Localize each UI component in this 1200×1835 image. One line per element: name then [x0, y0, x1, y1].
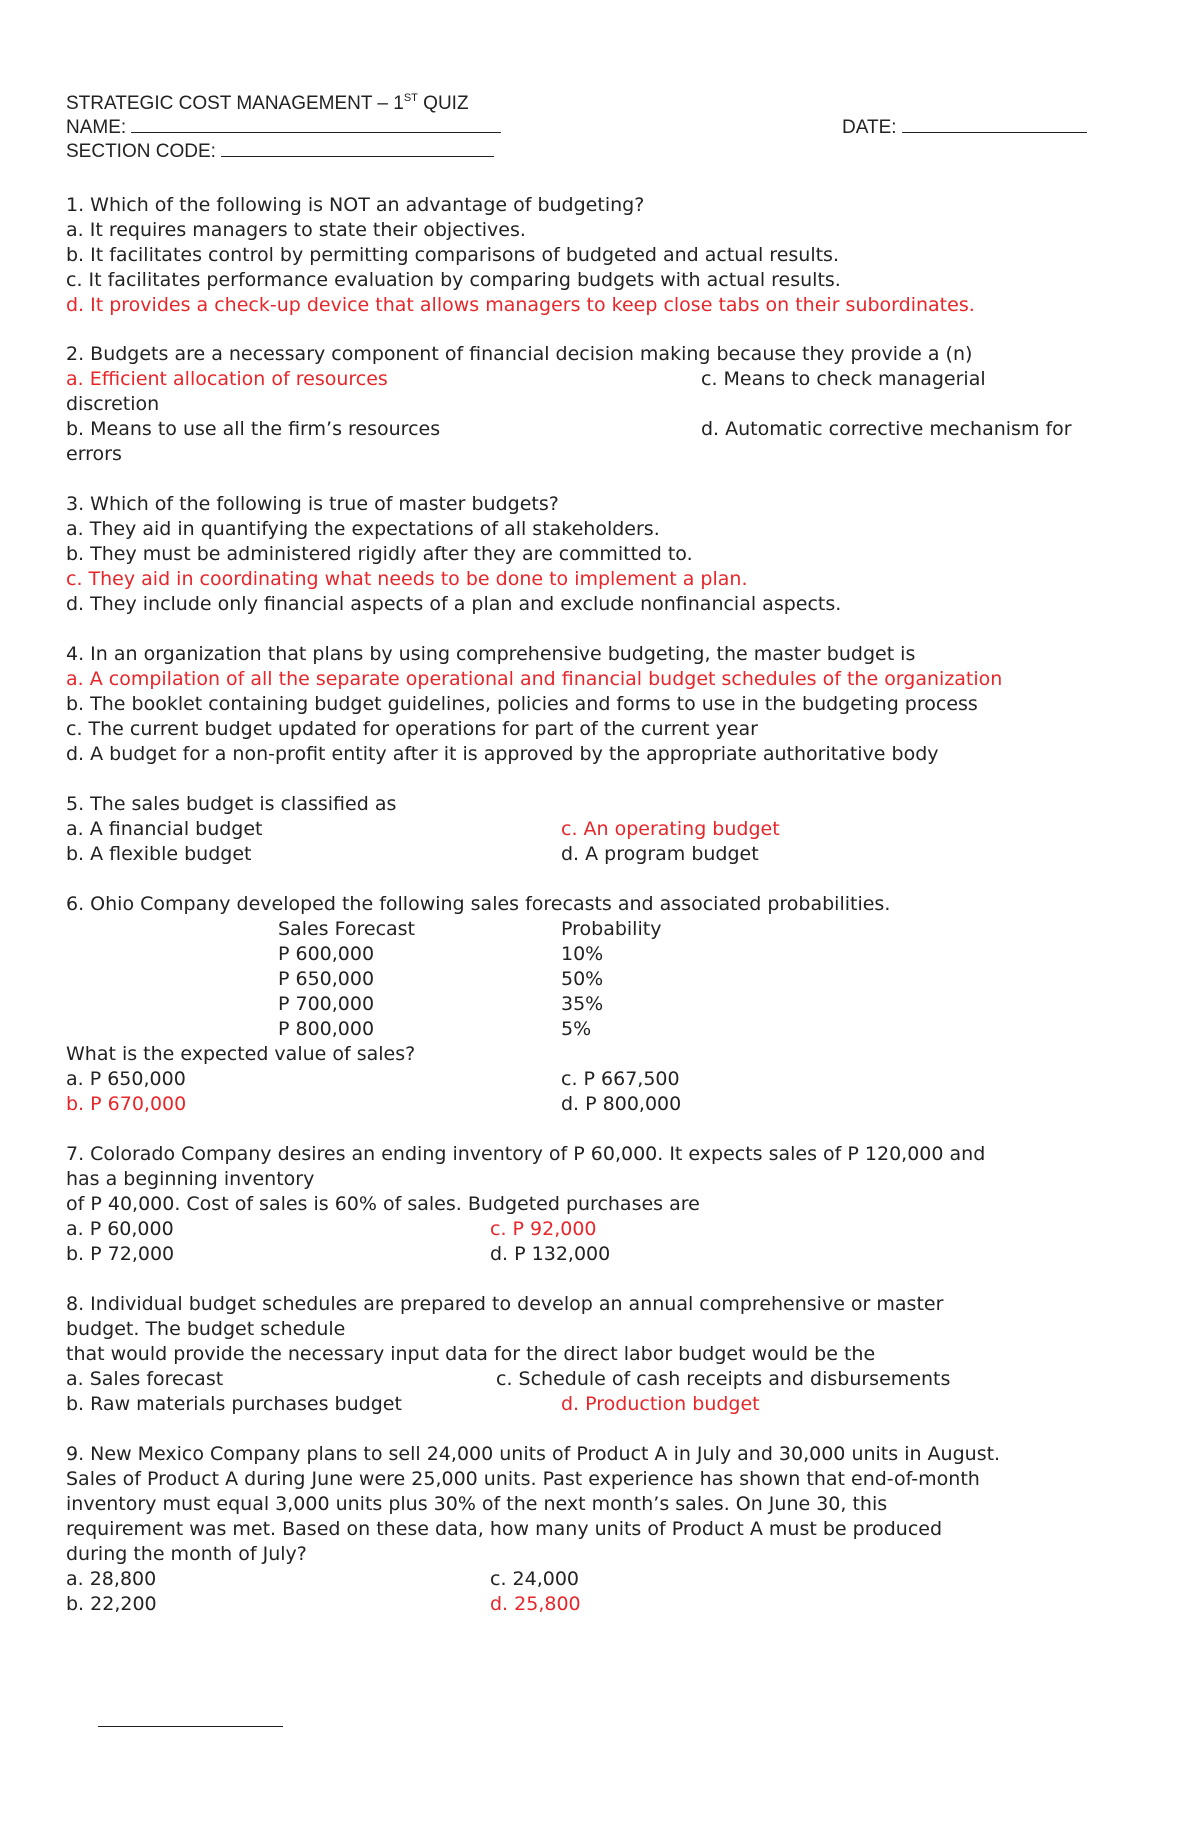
q6-stem: 6. Ohio Company developed the following sales forecasts and associated probabilities.	[66, 893, 891, 915]
q6-forecast-cell: P 600,000	[278, 943, 375, 965]
q9-stem-line4: requirement was met. Based on these data, how many units of Product A must be produced	[66, 1518, 943, 1540]
q7-stem-line2: has a beginning inventory	[66, 1168, 315, 1190]
q8-option-b: b. Raw materials purchases budget	[66, 1393, 402, 1415]
date-label: DATE:	[842, 117, 897, 138]
q5-option-c-answer: c. An operating budget	[561, 818, 780, 840]
q2-option-d-wrap: errors	[66, 443, 122, 465]
section-blank	[221, 140, 494, 157]
section-label: SECTION CODE:	[66, 141, 216, 162]
q1-option-b: b. It facilitates control by permitting comparisons of budgeted and actual results.	[66, 244, 839, 266]
q4-option-d: d. A budget for a non-profit entity after it is approved by the appropriate authoritative body	[66, 743, 939, 765]
q7-option-b: b. P 72,000	[66, 1243, 175, 1265]
q3-option-d: d. They include only financial aspects of a plan and exclude nonfinancial aspects.	[66, 593, 842, 615]
q1-stem: 1. Which of the following is NOT an advantage of budgeting?	[66, 194, 645, 216]
q1-option-c: c. It facilitates performance evaluation by comparing budgets with actual results.	[66, 269, 841, 291]
name-label: NAME:	[66, 117, 127, 138]
name-field-line	[66, 116, 501, 140]
q8-stem-line1: 8. Individual budget schedules are prepared to develop an annual comprehensive or master	[66, 1293, 944, 1315]
q4-option-a-answer: a. A compilation of all the separate operational and financial budget schedules of the organization	[66, 668, 1003, 690]
q3-stem: 3. Which of the following is true of master budgets?	[66, 493, 559, 515]
q9-stem-line5: during the month of July?	[66, 1543, 307, 1565]
q5-option-a: a. A financial budget	[66, 818, 263, 840]
q9-option-d-answer: d. 25,800	[490, 1593, 581, 1615]
date-blank	[902, 116, 1087, 133]
date-field-line	[842, 116, 1087, 140]
q6-probability-cell: 5%	[561, 1018, 592, 1040]
q8-option-d-answer: d. Production budget	[561, 1393, 760, 1415]
q4-stem: 4. In an organization that plans by using comprehensive budgeting, the master budget is	[66, 643, 916, 665]
q9-stem-line2: Sales of Product A during June were 25,000 units. Past experience has shown that end-of-month	[66, 1468, 980, 1490]
q6-probability-cell: 35%	[561, 993, 604, 1015]
q8-option-c: c. Schedule of cash receipts and disbursements	[496, 1368, 951, 1390]
q9-stem-line1: 9. New Mexico Company plans to sell 24,000 units of Product A in July and 30,000 units in August.	[66, 1443, 1001, 1465]
q5-option-d: d. A program budget	[561, 843, 759, 865]
q1-option-a: a. It requires managers to state their objectives.	[66, 219, 526, 241]
q6-probability-cell: 50%	[561, 968, 604, 990]
q4-option-b: b. The booklet containing budget guidelines, policies and forms to use in the budgeting process	[66, 693, 978, 715]
q9-option-c: c. 24,000	[490, 1568, 580, 1590]
q3-option-a: a. They aid in quantifying the expectations of all stakeholders.	[66, 518, 660, 540]
q6-option-b-answer: b. P 670,000	[66, 1093, 187, 1115]
quiz-title: STRATEGIC COST MANAGEMENT – 1ST QUIZ	[66, 92, 469, 114]
q8-stem-line3: that would provide the necessary input data for the direct labor budget would be the	[66, 1343, 876, 1365]
q7-stem-line1: 7. Colorado Company desires an ending inventory of P 60,000. It expects sales of P 120,000 and	[66, 1143, 986, 1165]
q6-forecast-cell: P 700,000	[278, 993, 375, 1015]
q6-probability-cell: 10%	[561, 943, 604, 965]
q8-stem-line2: budget. The budget schedule	[66, 1318, 346, 1340]
q9-option-a: a. 28,800	[66, 1568, 157, 1590]
q5-stem: 5. The sales budget is classified as	[66, 793, 397, 815]
q7-option-a: a. P 60,000	[66, 1218, 174, 1240]
q6-forecast-cell: P 800,000	[278, 1018, 375, 1040]
q2-stem: 2. Budgets are a necessary component of financial decision making because they provide a (n)	[66, 343, 973, 365]
q2-option-b: b. Means to use all the firm’s resources	[66, 418, 441, 440]
footnote-divider	[98, 1726, 283, 1727]
q7-option-c-answer: c. P 92,000	[490, 1218, 597, 1240]
q5-option-b: b. A flexible budget	[66, 843, 252, 865]
q3-option-b: b. They must be administered rigidly after they are committed to.	[66, 543, 693, 565]
q6-option-c: c. P 667,500	[561, 1068, 680, 1090]
q6-option-a: a. P 650,000	[66, 1068, 186, 1090]
q2-option-c: c. Means to check managerial	[701, 368, 986, 390]
q1-option-d-answer: d. It provides a check-up device that allows managers to keep close tabs on their subordinates.	[66, 294, 975, 316]
q9-option-b: b. 22,200	[66, 1593, 157, 1615]
q2-option-c-wrap: discretion	[66, 393, 160, 415]
q3-option-c-answer: c. They aid in coordinating what needs to be done to implement a plan.	[66, 568, 748, 590]
q6-col-sales-forecast: Sales Forecast	[278, 918, 416, 940]
q6-forecast-cell: P 650,000	[278, 968, 375, 990]
q7-stem-line3: of P 40,000. Cost of sales is 60% of sales. Budgeted purchases are	[66, 1193, 700, 1215]
q8-option-a: a. Sales forecast	[66, 1368, 224, 1390]
q6-option-d: d. P 800,000	[561, 1093, 682, 1115]
q6-question: What is the expected value of sales?	[66, 1043, 416, 1065]
section-field-line	[66, 140, 494, 164]
q2-option-d: d. Automatic corrective mechanism for	[701, 418, 1072, 440]
q2-option-a-answer: a. Efficient allocation of resources	[66, 368, 388, 390]
q7-option-d: d. P 132,000	[490, 1243, 611, 1265]
q4-option-c: c. The current budget updated for operations for part of the current year	[66, 718, 758, 740]
q9-stem-line3: inventory must equal 3,000 units plus 30% of the next month’s sales. On June 30, this	[66, 1493, 888, 1515]
name-blank	[131, 116, 501, 133]
q6-col-probability: Probability	[561, 918, 662, 940]
